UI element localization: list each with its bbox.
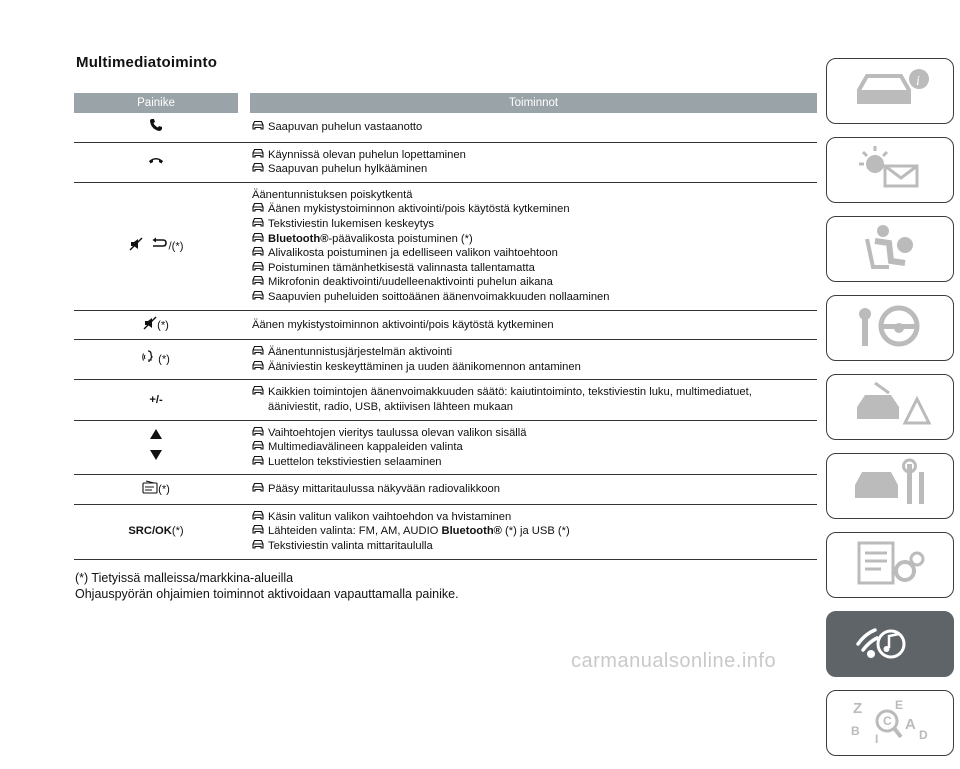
function-text: -päävalikosta poistuminen (*) [328, 232, 473, 245]
function-cell [250, 310, 817, 340]
function-line [252, 275, 817, 290]
function-text: Multimediavälineen kappaleiden valinta [268, 441, 463, 454]
table-row [74, 142, 817, 182]
svg-text:Z: Z [853, 699, 863, 717]
chapter-tab-car-maintenance-tools[interactable] [826, 453, 954, 519]
header-functions: Toiminnot [250, 93, 817, 113]
chapter-tab-multimedia[interactable] [826, 611, 954, 677]
function-line [252, 426, 817, 441]
function-text: Ääniviestin keskeyttäminen ja uuden äänikomennon antaminen [268, 360, 581, 373]
function-cell [250, 504, 817, 559]
chapter-sidebar [826, 58, 956, 769]
car-bullet-icon [252, 539, 268, 553]
function-text: Saapuvien puheluiden soittoäänen äänenvoimakkuuden nollaaminen [268, 290, 610, 303]
svg-text:D: D [919, 727, 928, 742]
table-row [74, 182, 817, 310]
button-cell [74, 340, 238, 380]
car-bullet-icon [252, 524, 268, 538]
table-row [74, 340, 817, 380]
function-text: Käsin valitun valikon vaihtoehdon va hvistaminen [268, 510, 512, 523]
svg-text:B: B [851, 723, 860, 738]
chapter-tab-car-info[interactable] [826, 58, 954, 124]
key-steering-wheel-icon [845, 300, 935, 357]
car-info-icon [845, 63, 935, 120]
table-row [74, 475, 817, 505]
voice-icon [142, 349, 158, 370]
button-function-table [74, 93, 817, 560]
car-bullet-icon [252, 148, 268, 162]
svg-text:E: E [895, 697, 904, 712]
function-cell [250, 113, 817, 142]
function-text: Käynnissä olevan puhelun lopettaminen [268, 148, 466, 161]
button-footnote-mark: (*) [171, 240, 184, 253]
function-text: (*) ja USB (*) [501, 525, 570, 538]
warning-light-message-icon [845, 142, 935, 199]
table-row [74, 380, 817, 420]
function-text: Äänentunnistuksen poiskytkentä [252, 188, 413, 201]
car-bullet-icon [252, 426, 268, 440]
function-text: ääniviestit, radio, USB, aktiivisen lähteen mukaan [268, 400, 514, 413]
function-line [252, 217, 817, 232]
table-row [74, 310, 817, 340]
alphabetical-index-icon [845, 695, 935, 752]
car-bullet-icon [252, 360, 268, 374]
function-cell [250, 380, 817, 420]
function-text: Äänen mykistystoiminnon aktivointi/pois käytöstä kytkeminen [252, 318, 554, 331]
footnote-line-2: Ohjauspyörän ohjaimien toiminnot aktivoidaan vapauttamalla painike. [75, 587, 459, 601]
function-cell [250, 420, 817, 475]
button-cell [74, 475, 238, 505]
function-cell [250, 340, 817, 380]
mute-back-icon [129, 237, 169, 256]
function-line [252, 232, 817, 247]
car-maintenance-tools-icon [845, 458, 935, 515]
watermark: carmanualsonline.info [571, 650, 777, 672]
function-line [252, 385, 817, 400]
phone-hangup-icon [148, 155, 164, 170]
svg-text:I: I [875, 731, 879, 746]
car-bullet-icon [252, 246, 268, 260]
function-text: Saapuvan puhelun hylkääminen [268, 163, 428, 176]
seat-airbag-icon [845, 221, 935, 278]
function-text: Vaihtoehtojen vieritys taulussa olevan valikon sisällä [268, 426, 527, 439]
function-text: Lähteiden valinta: FM, AM, AUDIO [268, 525, 442, 538]
function-cell [250, 142, 817, 182]
button-suffix: (*) [158, 353, 170, 366]
function-text: Pääsy mittaritaulussa näkyvään radiovalikkoon [268, 483, 500, 496]
footnote-line-1: (*) Tietyissä malleissa/markkina-alueilla [75, 571, 294, 585]
svg-text:i: i [916, 73, 920, 89]
function-line [252, 524, 817, 539]
chapter-tab-technical-data[interactable] [826, 532, 954, 598]
car-bullet-icon [252, 232, 268, 246]
svg-text:C: C [883, 713, 892, 728]
car-bullet-icon [252, 440, 268, 454]
phone-answer-icon [149, 118, 163, 137]
button-cell [74, 380, 238, 420]
car-bullet-icon [252, 217, 268, 231]
car-bullet-icon [252, 510, 268, 524]
breakdown-warning-icon [845, 379, 935, 436]
function-text: Poistuminen tämänhetkisestä valinnasta tallentamatta [268, 261, 535, 274]
function-text: Bluetooth® [441, 525, 502, 538]
car-bullet-icon [252, 261, 268, 275]
function-cell [250, 475, 817, 505]
function-line [252, 400, 817, 415]
function-text: Luettelon tekstiviestien selaaminen [268, 455, 442, 468]
function-line [252, 455, 817, 470]
car-bullet-icon [252, 455, 268, 469]
chapter-tab-key-steering-wheel[interactable] [826, 295, 954, 361]
function-line [252, 360, 817, 375]
car-bullet-icon [252, 275, 268, 289]
button-cell [74, 420, 238, 475]
button-suffix: (*) [158, 483, 170, 496]
function-line [252, 440, 817, 455]
car-bullet-icon [252, 202, 268, 216]
button-suffix: (*) [157, 318, 169, 331]
function-cell [250, 182, 817, 310]
chapter-tab-alphabetical-index[interactable] [826, 690, 954, 756]
button-cell [74, 504, 238, 559]
table-row [74, 420, 817, 475]
multimedia-icon [845, 616, 935, 673]
function-line [252, 482, 817, 497]
car-bullet-icon [252, 120, 268, 134]
function-text: Äänentunnistusjärjestelmän aktivointi [268, 346, 453, 359]
button-cell [74, 142, 238, 182]
function-text: Kaikkien toimintojen äänenvoimakkuuden säätö: kaiutintoiminto, tekstiviestin luku, multimediatuet, [268, 386, 752, 399]
technical-data-icon [845, 537, 935, 594]
chapter-tab-seat-airbag[interactable] [826, 216, 954, 282]
function-line [252, 202, 817, 217]
function-text: Saapuvan puhelun vastaanotto [268, 121, 423, 133]
function-line [252, 539, 817, 554]
car-bullet-icon [252, 290, 268, 304]
chapter-tab-warning-light-message[interactable] [826, 137, 954, 203]
function-line [252, 188, 817, 203]
function-text: Mikrofonin deaktivointi/uudelleenaktivointi puhelun aikana [268, 276, 553, 289]
function-line [252, 261, 817, 276]
function-text: Alivalikosta poistuminen ja edelliseen valikon vaihtoehtoon [268, 247, 558, 260]
radio-menu-icon [142, 480, 158, 499]
button-cell [74, 113, 238, 142]
function-line [252, 345, 817, 360]
function-line [252, 148, 817, 163]
car-bullet-icon [252, 385, 268, 399]
function-line [252, 318, 817, 333]
function-line [252, 246, 817, 261]
button-suffix: (*) [171, 525, 184, 538]
function-line [252, 290, 817, 305]
function-text: Tekstiviestin lukemisen keskeytys [268, 217, 435, 230]
button-cell [74, 310, 238, 340]
table-row [74, 113, 817, 142]
page-title: Multimediatoiminto [76, 54, 218, 71]
button-suffix: / [168, 240, 172, 253]
car-bullet-icon [252, 162, 268, 176]
button-cell [74, 182, 238, 310]
button-label: SRC/OK [128, 525, 172, 538]
function-text: Tekstiviestin valinta mittaritaululla [268, 540, 433, 553]
header-key: Painike [74, 93, 238, 113]
footnote [75, 570, 459, 602]
function-text: Äänen mykistystoiminnon aktivointi/pois käytöstä kytkeminen [268, 203, 570, 216]
chapter-tab-breakdown-warning[interactable] [826, 374, 954, 440]
mute-icon [143, 316, 157, 335]
button-label: +/- [149, 393, 163, 406]
car-bullet-icon [252, 482, 268, 496]
function-line [252, 120, 817, 135]
function-line [252, 510, 817, 525]
function-text: Bluetooth® [268, 232, 329, 245]
function-line [252, 162, 817, 177]
svg-text:A: A [905, 715, 916, 733]
up-down-arrows-icon [149, 428, 163, 467]
table-row [74, 504, 817, 559]
car-bullet-icon [252, 345, 268, 359]
